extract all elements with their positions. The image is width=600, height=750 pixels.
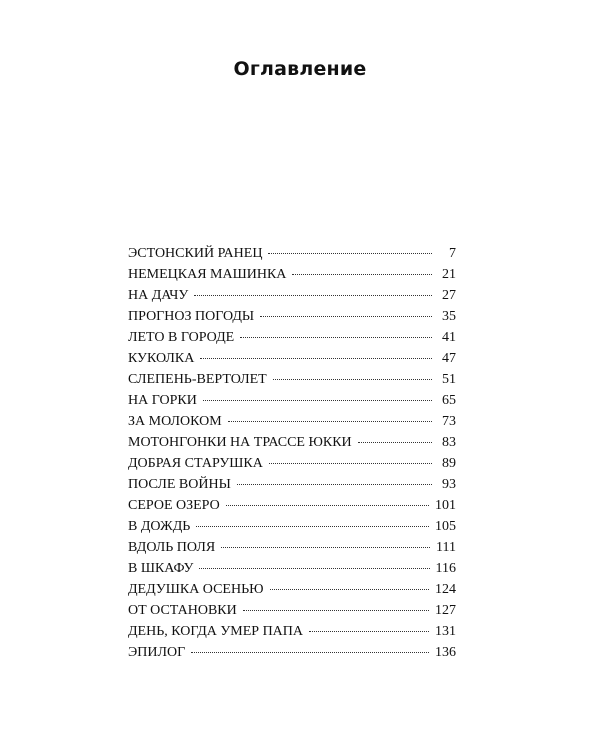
toc-entry-title: ЛЕТО В ГОРОДЕ <box>128 330 235 345</box>
dot-leader <box>240 337 432 338</box>
toc-entry <box>128 414 456 435</box>
dot-leader <box>292 274 432 275</box>
dot-leader <box>194 295 432 296</box>
dot-leader <box>309 631 429 632</box>
toc-entry-title: СЛЕПЕНЬ-ВЕРТОЛЕТ <box>128 372 267 387</box>
toc-entry-title: КУКОЛКА <box>128 351 195 366</box>
toc-entry-title: ОТ ОСТАНОВКИ <box>128 603 237 618</box>
page-title: Оглавление <box>233 58 367 80</box>
toc-entry <box>128 561 456 582</box>
toc-entry <box>128 309 456 330</box>
toc-entry-title: ПОСЛЕ ВОЙНЫ <box>128 477 231 492</box>
toc-entry <box>128 456 456 477</box>
toc-entry-page: 7 <box>449 246 456 261</box>
dot-leader <box>273 379 432 380</box>
toc-entry <box>128 540 456 561</box>
dot-leader <box>237 484 432 485</box>
toc-entry <box>128 624 456 645</box>
dot-leader <box>199 568 429 569</box>
dot-leader <box>191 652 429 653</box>
toc-entry-title: ЭСТОНСКИЙ РАНЕЦ <box>128 246 263 261</box>
dot-leader <box>196 526 429 527</box>
toc-entry-page: 124 <box>435 582 456 597</box>
toc-entry-page: 41 <box>442 330 456 345</box>
dot-leader <box>358 442 432 443</box>
toc-entry-page: 89 <box>442 456 456 471</box>
toc-entry-page: 131 <box>435 624 456 639</box>
toc-entry-page: 73 <box>442 414 456 429</box>
toc-entry <box>128 393 456 414</box>
dot-leader <box>268 253 432 254</box>
toc-entry-page: 65 <box>442 393 456 408</box>
dot-leader <box>269 463 432 464</box>
toc-entry <box>128 267 456 288</box>
toc-entry <box>128 435 456 456</box>
toc-entry <box>128 477 456 498</box>
toc-entry-page: 111 <box>436 540 456 555</box>
dot-leader <box>270 589 429 590</box>
toc-entry-title: ЭПИЛОГ <box>128 645 186 660</box>
toc-entry-title: ДЕДУШКА ОСЕНЬЮ <box>128 582 264 597</box>
toc-entry <box>128 288 456 309</box>
toc-entry-page: 127 <box>435 603 456 618</box>
toc-entry-title: НА ГОРКИ <box>128 393 197 408</box>
toc-entry-page: 83 <box>442 435 456 450</box>
toc-entry-page: 105 <box>435 519 456 534</box>
toc-entry-page: 93 <box>442 477 456 492</box>
toc-entry-page: 35 <box>442 309 456 324</box>
toc-entry-title: СЕРОЕ ОЗЕРО <box>128 498 220 513</box>
toc-entry <box>128 582 456 603</box>
dot-leader <box>243 610 429 611</box>
toc-entry-title: В ШКАФУ <box>128 561 194 576</box>
toc-entry <box>128 351 456 372</box>
toc-entry-title: ДЕНЬ, КОГДА УМЕР ПАПА <box>128 624 304 639</box>
toc-entry <box>128 330 456 351</box>
toc-entry-title: В ДОЖДЬ <box>128 519 191 534</box>
toc-entry-page: 116 <box>435 561 456 576</box>
toc-entry-page: 51 <box>442 372 456 387</box>
toc-entry <box>128 645 456 666</box>
toc-entry <box>128 603 456 624</box>
toc-entry-title: ВДОЛЬ ПОЛЯ <box>128 540 216 555</box>
toc-entry-title: ПРОГНОЗ ПОГОДЫ <box>128 309 255 324</box>
toc-entry-title: МОТОНГОНКИ НА ТРАССЕ ЮККИ <box>128 435 352 450</box>
toc-entry-title: ДОБРАЯ СТАРУШКА <box>128 456 263 471</box>
toc-entry-title: ЗА МОЛОКОМ <box>128 414 222 429</box>
dot-leader <box>203 400 432 401</box>
toc-entry <box>128 498 456 519</box>
toc-entry-page: 27 <box>442 288 456 303</box>
toc-entry-page: 136 <box>435 645 456 660</box>
toc-entry-page: 47 <box>442 351 456 366</box>
dot-leader <box>200 358 432 359</box>
table-of-contents <box>128 246 456 666</box>
toc-entry-title: НА ДАЧУ <box>128 288 189 303</box>
toc-entry <box>128 519 456 540</box>
toc-entry <box>128 372 456 393</box>
dot-leader <box>260 316 432 317</box>
toc-entry-title: НЕМЕЦКАЯ МАШИНКА <box>128 267 287 282</box>
toc-entry-page: 21 <box>442 267 456 282</box>
toc-entry-page: 101 <box>435 498 456 513</box>
toc-entry <box>128 246 456 267</box>
dot-leader <box>228 421 432 422</box>
dot-leader <box>221 547 430 548</box>
dot-leader <box>226 505 429 506</box>
